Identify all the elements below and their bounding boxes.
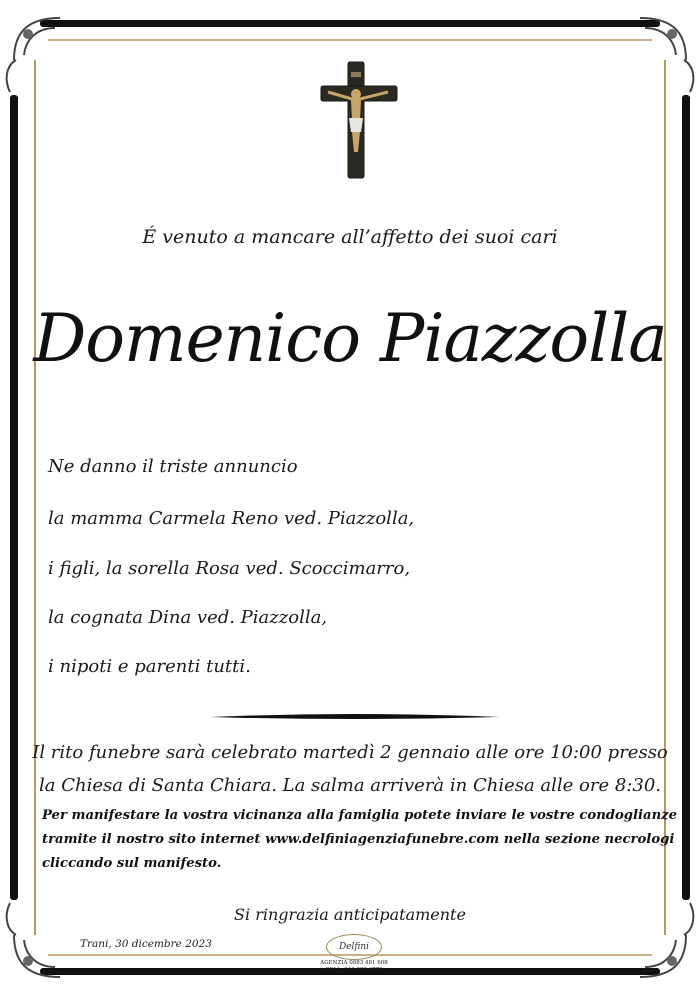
deceased-name: Domenico Piazzolla [33, 300, 667, 377]
agency-phone: AGENZIA 0883 481 608 [320, 960, 388, 966]
funeral-info-line: la Chiesa di Santa Chiara. La salma arriverà in Chiesa alle ore 8:30. [39, 775, 661, 796]
intro-line: É venuto a mancare all’affetto dei suoi cari [142, 226, 558, 248]
family-line: la cognata Dina ved. Piazzolla, [48, 607, 328, 628]
condolence-line: tramite il nostro sito internet www.delfiniagenziafunebre.com nella sezione necrologi [42, 832, 675, 847]
agency-logo [308, 934, 400, 988]
crucifix-icon [321, 62, 397, 178]
corner-ornament-icon [7, 18, 60, 92]
agency-cell: CELL. 340 282 6772 [325, 967, 383, 973]
family-line: la mamma Carmela Reno ved. Piazzolla, [48, 508, 415, 529]
family-line: Ne danno il triste annuncio [48, 456, 298, 477]
funeral-info-line: Il rito funebre sarà celebrato martedì 2 gennaio alle ore 10:00 presso [32, 742, 668, 763]
divider-line [210, 714, 500, 719]
place-date: Trani, 30 dicembre 2023 [80, 938, 212, 950]
frame-top-bar [40, 20, 660, 27]
agency-logo-name: Delfini [326, 934, 382, 960]
family-line: i figli, la sorella Rosa ved. Scoccimarro, [48, 558, 411, 579]
corner-ornament-icon [640, 18, 693, 92]
condolence-line: cliccando sul manifesto. [42, 856, 222, 871]
thanks-line: Si ringrazia anticipatamente [234, 905, 466, 924]
condolence-line: Per manifestare la vostra vicinanza alla famiglia potete inviare le vostre condoglianze [42, 808, 678, 823]
family-line: i nipoti e parenti tutti. [48, 656, 251, 677]
